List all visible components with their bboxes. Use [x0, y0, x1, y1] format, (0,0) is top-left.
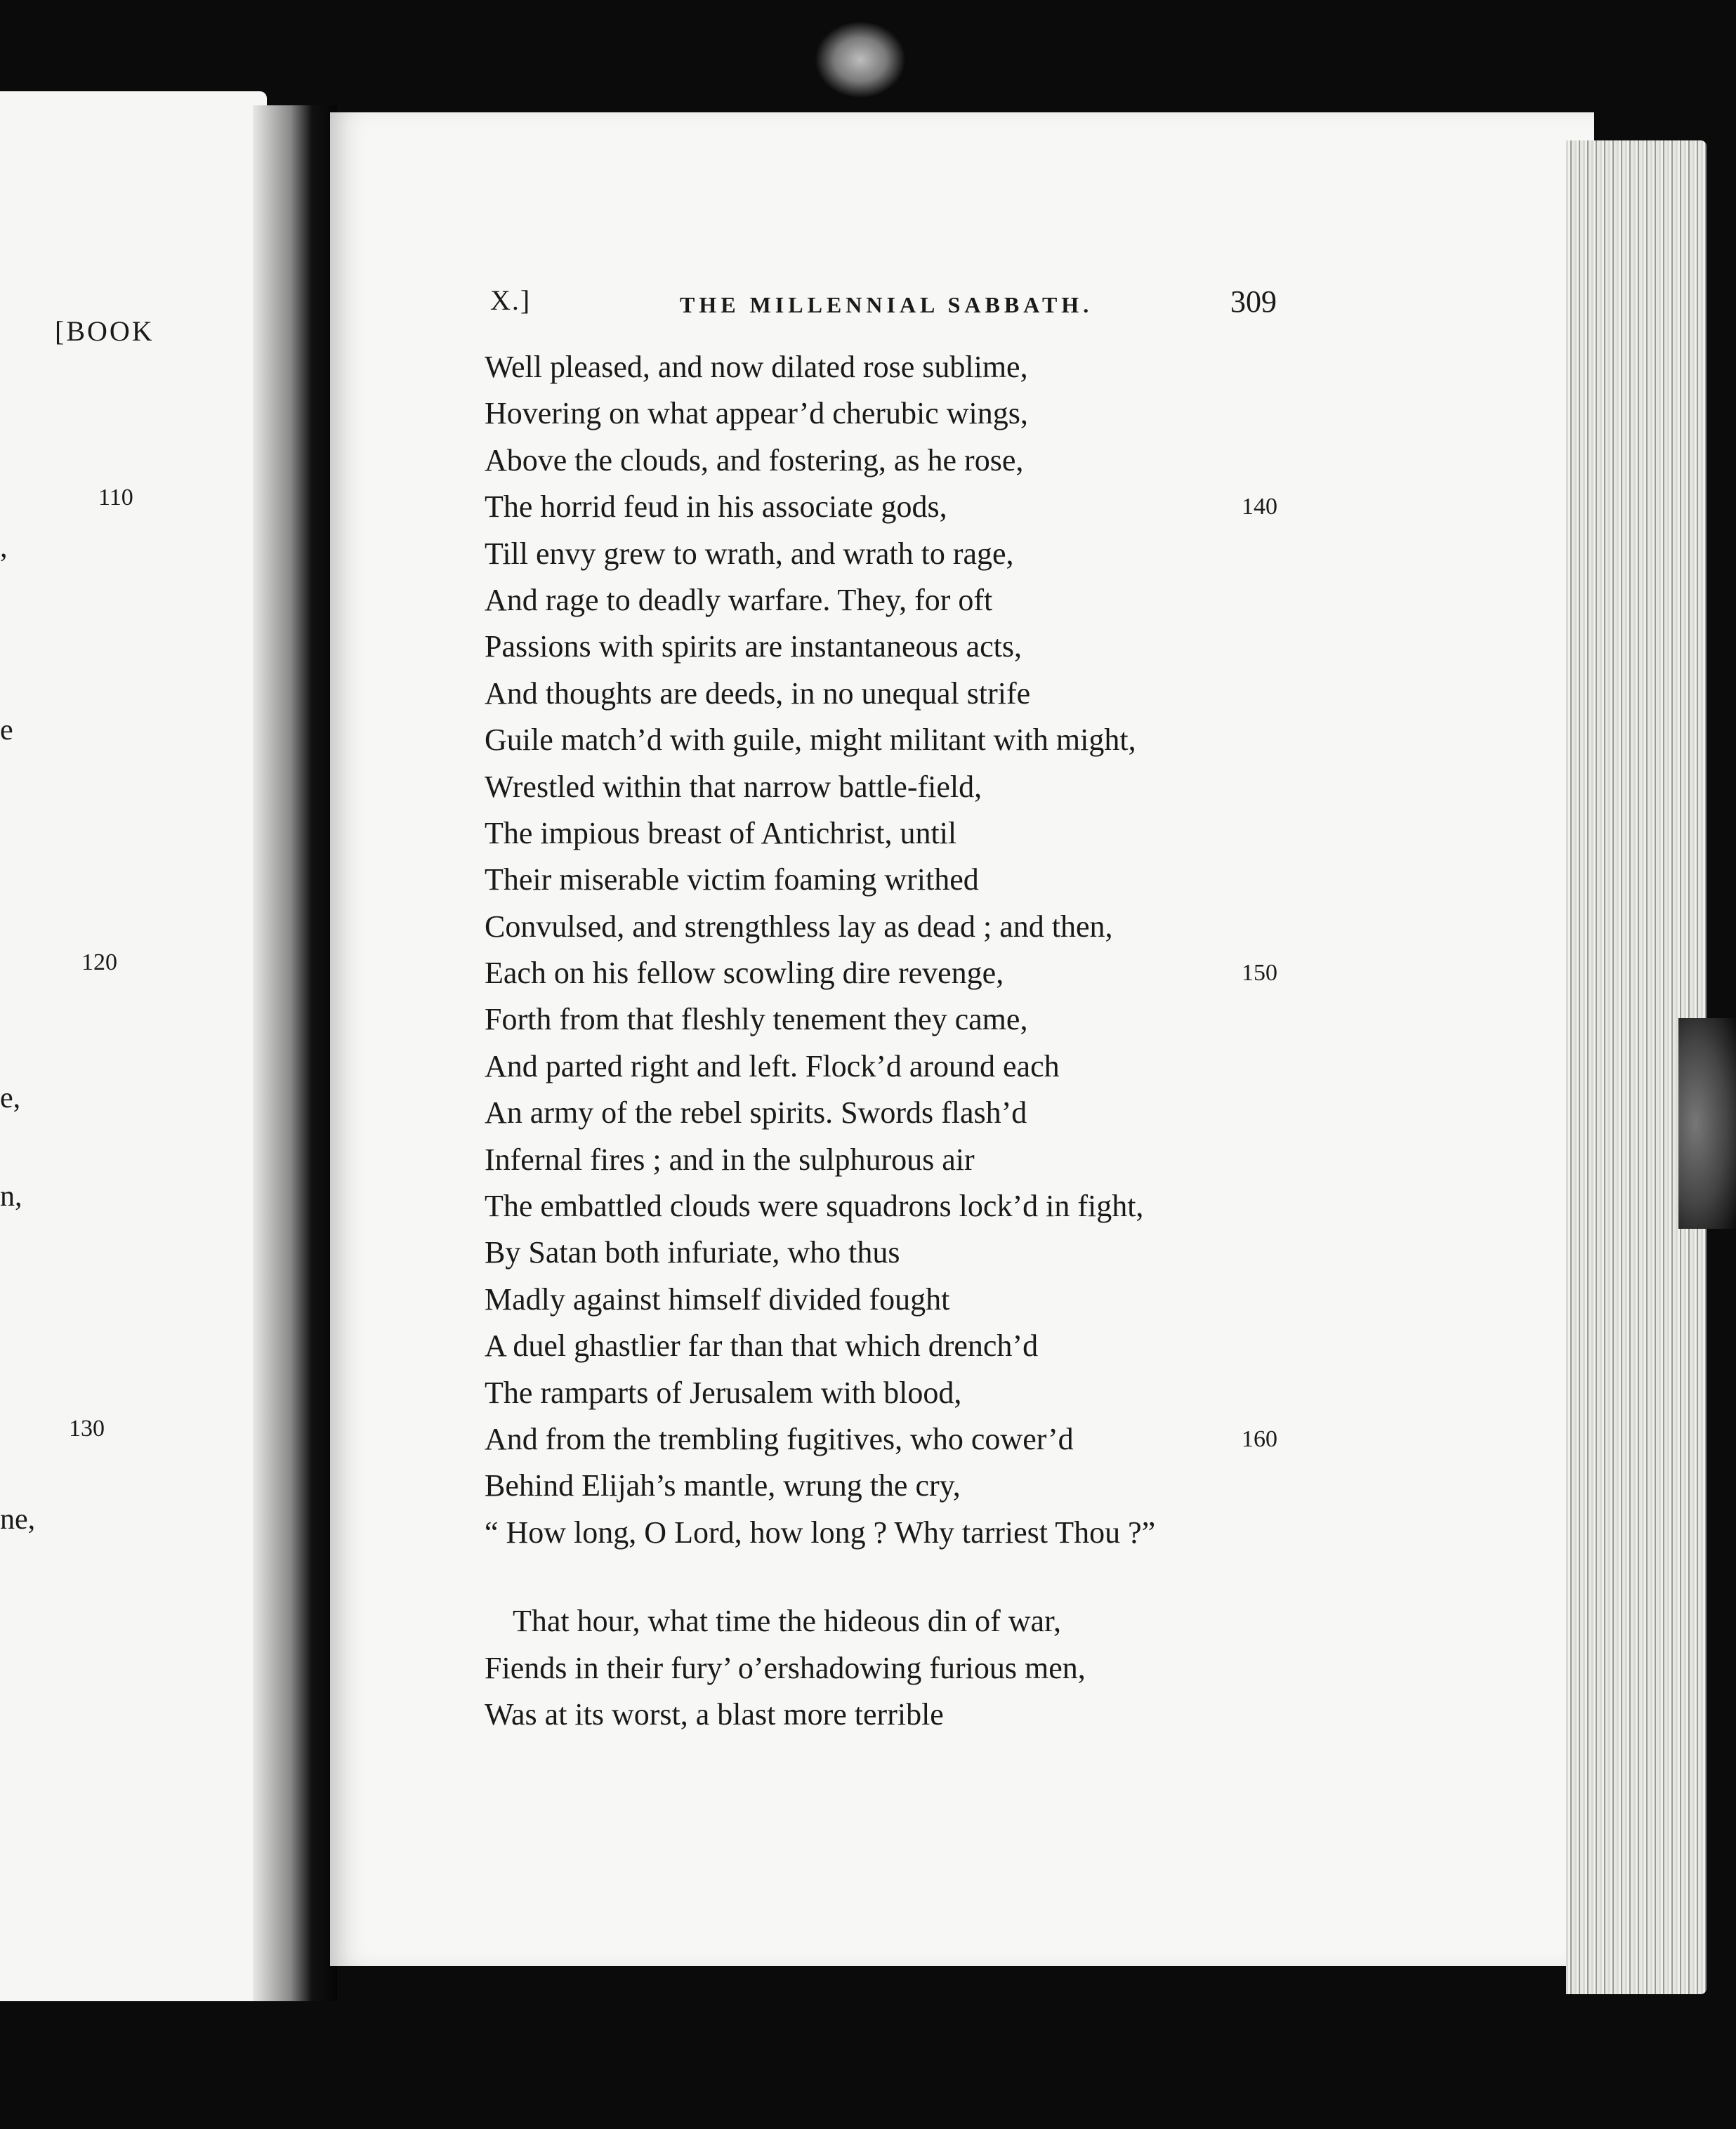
poem-body [485, 344, 1580, 1738]
left-page [0, 91, 267, 2001]
verse-text: Well pleased, and now dilated rose sublime, [485, 350, 1028, 384]
line-number: 150 [1242, 960, 1277, 987]
left-line-number: 120 [81, 949, 117, 975]
verse-line [485, 624, 1580, 670]
running-head-title: THE MILLENNIAL SABBATH. [680, 292, 1093, 317]
verse-text: Their miserable victim foaming writhed [485, 862, 979, 897]
verse-text: Behind Elijah’s mantle, wrung the cry, [485, 1468, 961, 1503]
spine-gutter [253, 105, 337, 2001]
verse-text: The ramparts of Jerusalem with blood, [485, 1375, 962, 1410]
verse-text: Hovering on what appear’d cherubic wings, [485, 396, 1028, 431]
verse-text: Convulsed, and strengthless lay as dead ; and then, [485, 909, 1113, 944]
verse-text: That hour, what time the hideous din of war, [513, 1604, 1061, 1639]
verse-line [485, 390, 1580, 437]
verse-line [485, 437, 1580, 484]
verse-text: Fiends in their fury’ o’ershadowing furious men, [485, 1650, 1086, 1685]
verse-line [485, 996, 1580, 1043]
ink-spot [815, 21, 906, 98]
verse-line [485, 344, 1580, 390]
verse-line [485, 717, 1580, 763]
verse-line [485, 1370, 1580, 1416]
verse-text: An army of the rebel spirits. Swords flash’d [485, 1095, 1027, 1131]
verse-text: The embattled clouds were squadrons lock’d in fight, [485, 1189, 1144, 1224]
verse-text: And rage to deadly warfare. They, for oft [485, 582, 993, 617]
stanza-break [485, 1556, 1580, 1598]
verse-line [485, 1090, 1580, 1136]
verse-text: Infernal fires ; and in the sulphurous air [485, 1142, 975, 1177]
page-number: 309 [1230, 284, 1277, 319]
verse-text: Wrestled within that narrow battle-field, [485, 769, 982, 804]
verse-line [485, 1230, 1580, 1276]
verse-line [485, 950, 1580, 996]
verse-text: And from the trembling fugitives, who cower’d [485, 1421, 1074, 1456]
verse-text: A duel ghastlier far than that which drench’d [485, 1329, 1039, 1364]
line-number: 160 [1242, 1425, 1277, 1452]
verse-line [485, 1692, 1580, 1738]
left-text-fragment: n, [0, 1180, 22, 1213]
left-text-fragment: e [0, 714, 13, 746]
verse-text: Madly against himself divided fought [485, 1281, 950, 1317]
verse-line [485, 1137, 1580, 1183]
verse-line [485, 904, 1580, 950]
verse-line [485, 1183, 1580, 1230]
verse-text: Above the clouds, and fostering, as he rose, [485, 442, 1024, 477]
verse-line [485, 1463, 1580, 1509]
verse-line [485, 857, 1580, 903]
verse-text: And parted right and left. Flock’d around each [485, 1048, 1060, 1083]
verse-text: Guile match’d with guile, might militant with might, [485, 723, 1136, 758]
line-number: 140 [1242, 494, 1277, 520]
left-line-number: 110 [98, 485, 133, 510]
running-head-book: X.] [490, 284, 532, 316]
verse-line [485, 671, 1580, 717]
verse-line [485, 484, 1580, 530]
verse-text: Passions with spirits are instantaneous acts, [485, 629, 1022, 664]
verse-text: The horrid feud in his associate gods, [485, 489, 947, 525]
verse-line [485, 810, 1580, 857]
verse-line [485, 1510, 1580, 1556]
left-running-head: [BOOK [55, 315, 154, 347]
verse-line [485, 531, 1580, 577]
verse-text: Each on his fellow scowling dire revenge, [485, 956, 1004, 991]
left-text-fragment: , [0, 532, 8, 564]
verse-line [485, 1598, 1580, 1644]
verse-line [485, 764, 1580, 810]
left-line-number: 130 [69, 1416, 105, 1442]
verse-text: By Satan both infuriate, who thus [485, 1235, 900, 1270]
verse-line [485, 1323, 1580, 1369]
verse-line [485, 577, 1580, 624]
verse-text: Forth from that fleshly tenement they came, [485, 1002, 1028, 1037]
left-text-fragment: ne, [0, 1503, 36, 1536]
verse-text: Till envy grew to wrath, and wrath to rage, [485, 536, 1014, 571]
left-text-fragment: e, [0, 1082, 21, 1114]
verse-text: Was at its worst, a blast more terrible [485, 1696, 944, 1732]
verse-line [485, 1416, 1580, 1463]
verse-line [485, 1277, 1580, 1323]
verse-text: And thoughts are deeds, in no unequal strife [485, 675, 1031, 711]
edge-damage [1678, 1018, 1736, 1229]
verse-text: “ How long, O Lord, how long ? Why tarriest Thou ?” [485, 1515, 1156, 1550]
verse-line [485, 1645, 1580, 1692]
verse-text: The impious breast of Antichrist, until [485, 815, 957, 850]
verse-line [485, 1043, 1580, 1090]
